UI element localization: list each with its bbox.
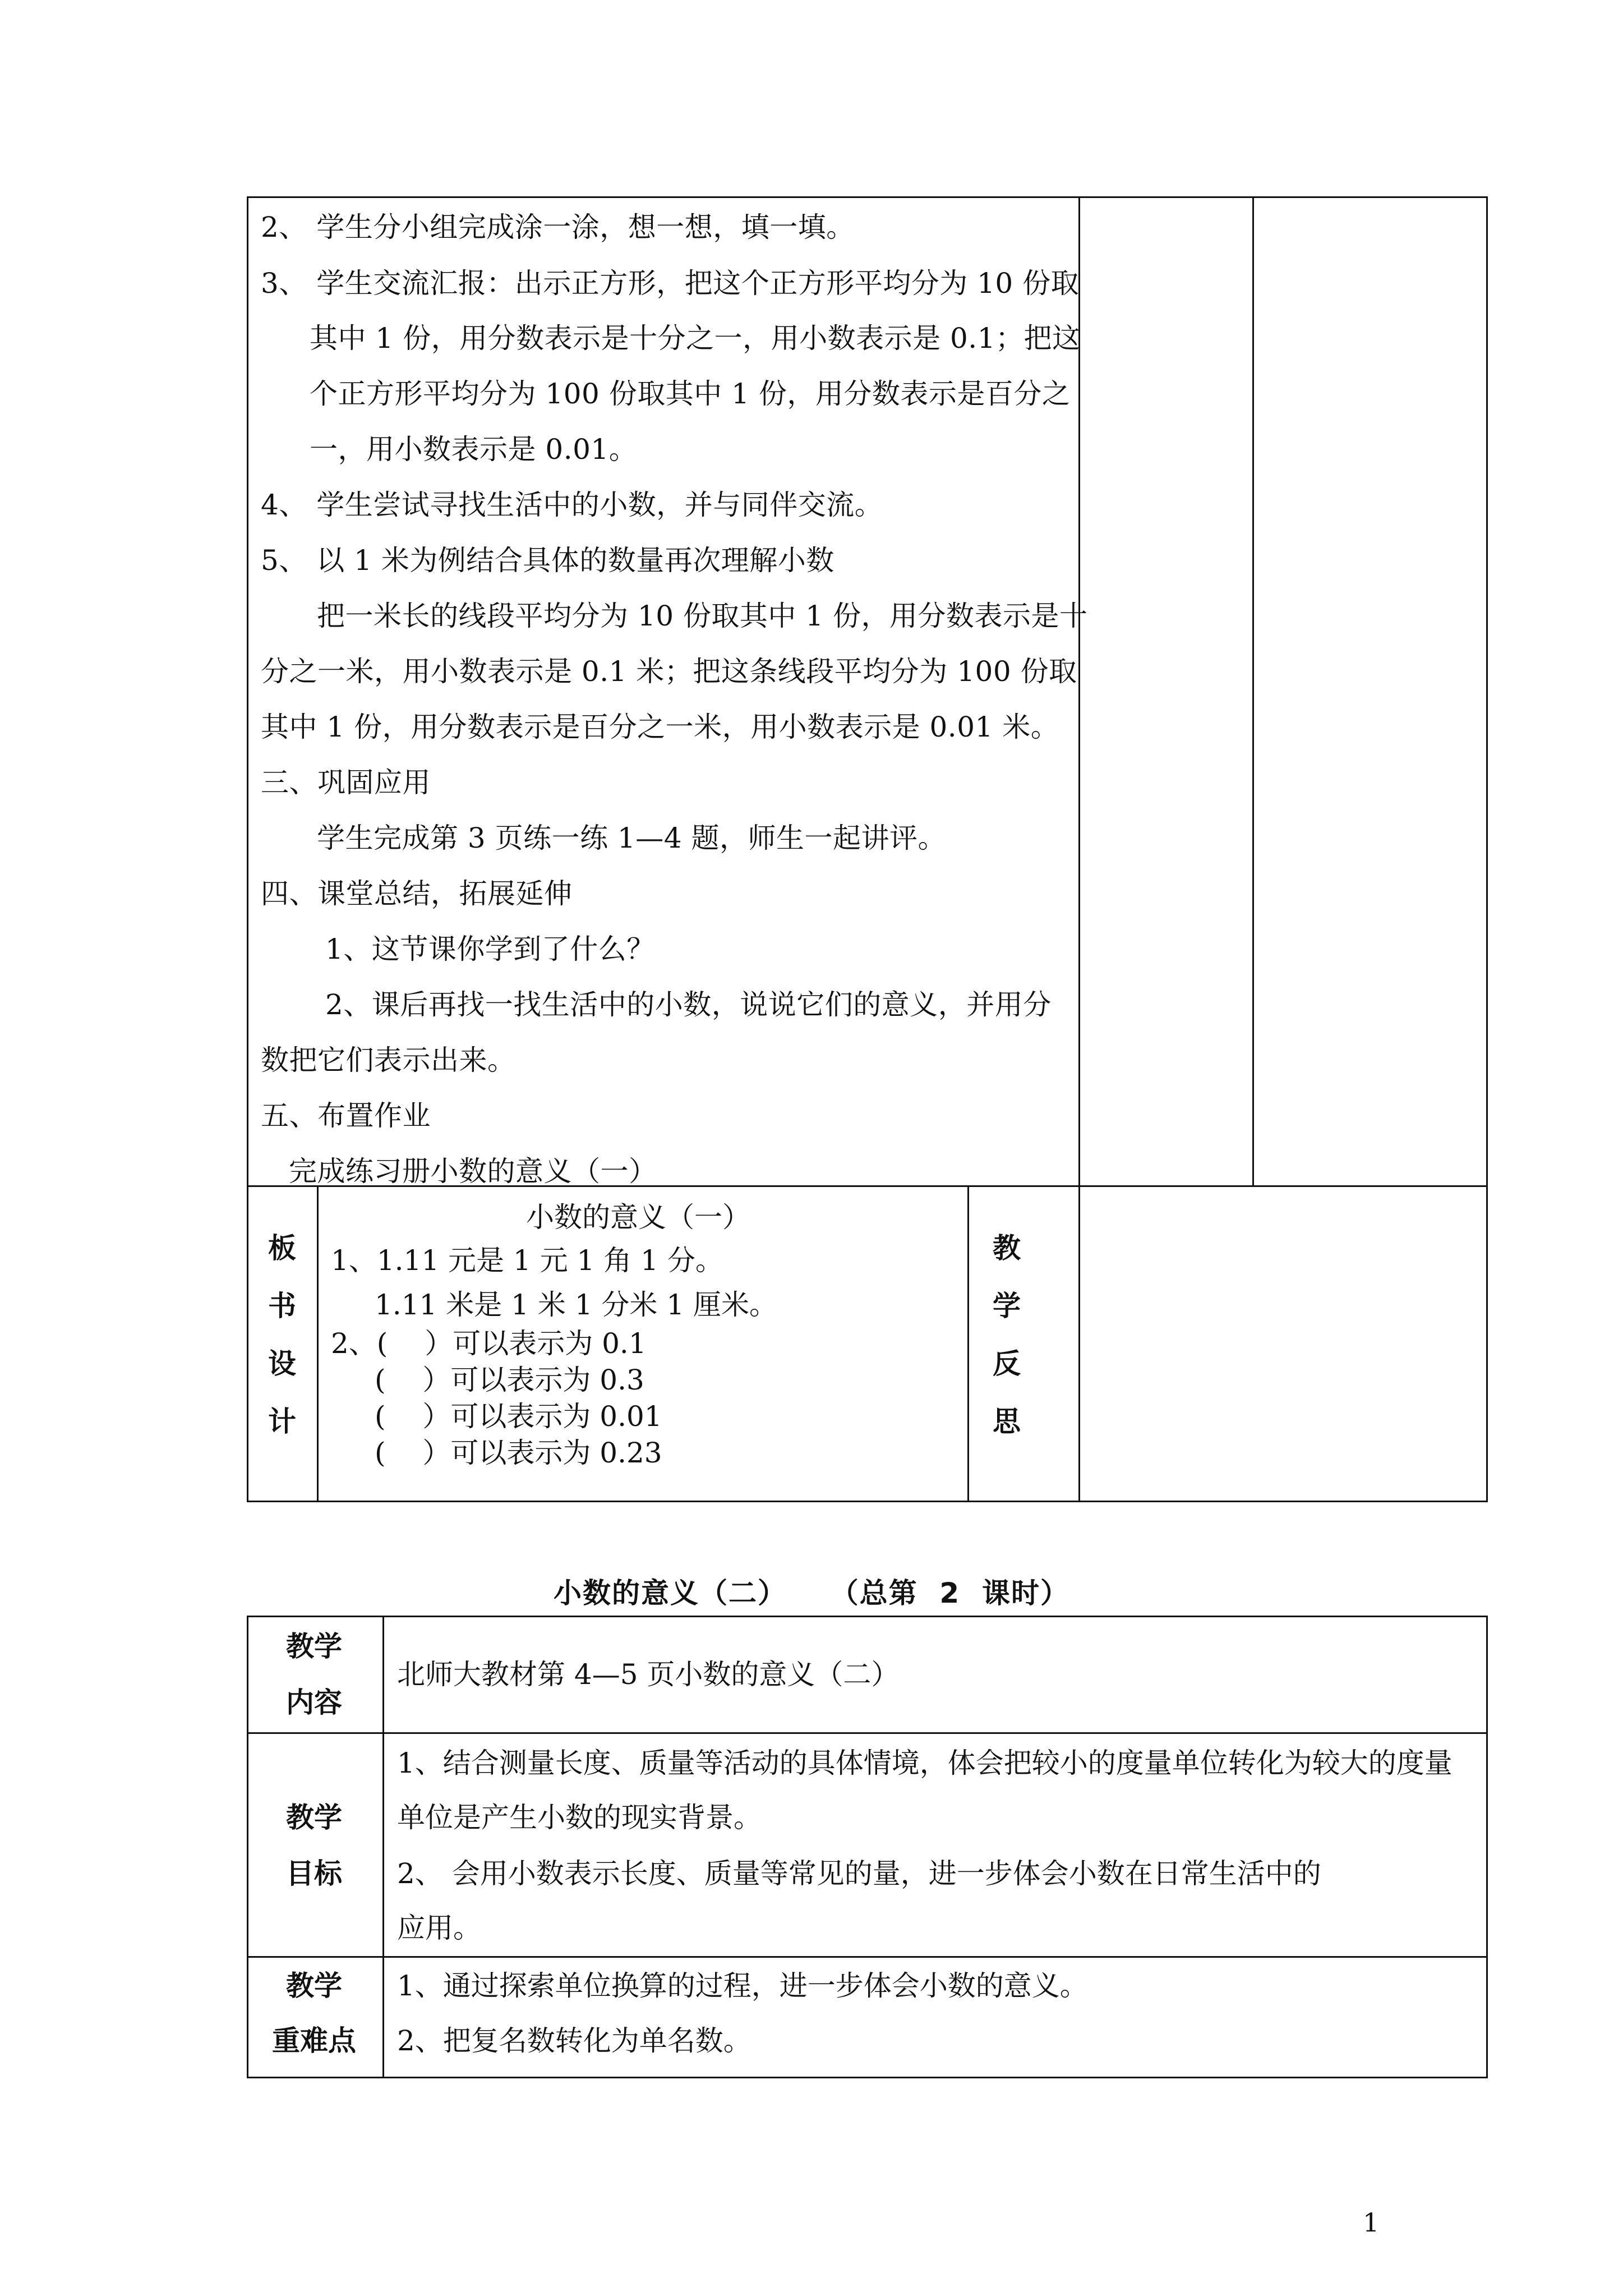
key-point-line: 2、把复名数转化为单名数。 xyxy=(397,2024,751,2057)
lesson-table-2 xyxy=(247,1616,1488,2078)
process-heading: 四、课堂总结，拓展延伸 xyxy=(261,877,573,910)
process-line: 3、 学生交流汇报：出示正方形，把这个正方形平均分为 10 份取 xyxy=(261,267,1080,300)
board-line: 1.11 米是 1 米 1 分米 1 厘米。 xyxy=(375,1289,778,1321)
process-line: 学生完成第 3 页练一练 1—4 题，师生一起讲评。 xyxy=(317,822,947,854)
board-design-label-char: 计 xyxy=(268,1405,296,1438)
lesson-count: （总第 2 课时） xyxy=(830,1577,1070,1609)
process-line: 其中 1 份，用分数表示是百分之一米，用小数表示是 0.01 米。 xyxy=(261,711,1059,743)
process-line: 1、这节课你学到了什么？ xyxy=(325,933,655,965)
board-title: 小数的意义（一） xyxy=(526,1201,750,1234)
process-line: 完成练习册小数的意义（一） xyxy=(289,1155,657,1188)
table-border-right xyxy=(1486,196,1488,1502)
process-line: 数把它们表示出来。 xyxy=(261,1044,516,1076)
table-column-line xyxy=(317,1185,319,1502)
board-line: 1、1.11 元是 1 元 1 角 1 分。 xyxy=(331,1244,723,1277)
teaching-goal-line: 单位是产生小数的现实背景。 xyxy=(397,1801,762,1834)
teaching-goal-line: 1、结合测量长度、质量等活动的具体情境，体会把较小的度量单位转化为较大的度量 xyxy=(397,1747,1453,1779)
row-label: 重难点 xyxy=(272,2024,356,2057)
table-border-bottom xyxy=(247,1501,1488,1502)
section-title xyxy=(0,1571,1623,1611)
teaching-goal-line: 应用。 xyxy=(397,1912,481,1944)
board-line: 2、( ）可以表示为 0.1 xyxy=(331,1327,647,1360)
row-label: 内容 xyxy=(286,1686,342,1719)
process-line: 2、课后再找一找生活中的小数，说说它们的意义，并用分 xyxy=(325,988,1052,1021)
board-design-label-char: 书 xyxy=(268,1290,296,1322)
board-line: ( ）可以表示为 0.3 xyxy=(375,1364,644,1396)
process-line: 把一米长的线段平均分为 10 份取其中 1 份，用分数表示是十 xyxy=(317,600,1088,632)
page-number: 1 xyxy=(1363,2207,1380,2238)
key-point-line: 1、通过探索单位换算的过程，进一步体会小数的意义。 xyxy=(397,1970,1088,2002)
board-design-label-char: 设 xyxy=(268,1347,296,1380)
lesson-table-1 xyxy=(247,196,1488,1502)
teaching-goal-line: 2、 会用小数表示长度、质量等常见的量，进一步体会小数在日常生活中的 xyxy=(397,1857,1321,1890)
board-line: ( ）可以表示为 0.01 xyxy=(375,1400,662,1433)
reflection-label-char: 学 xyxy=(993,1290,1021,1322)
process-line: 分之一米，用小数表示是 0.1 米；把这条线段平均分为 100 份取 xyxy=(261,655,1077,688)
table-column-line xyxy=(382,1616,384,2078)
teaching-content-text: 北师大教材第 4—5 页小数的意义（二） xyxy=(397,1658,900,1691)
process-heading: 三、巩固应用 xyxy=(261,766,431,799)
row-label: 目标 xyxy=(286,1857,342,1890)
process-line: 4、 学生尝试寻找生活中的小数，并与同伴交流。 xyxy=(261,489,883,521)
table-border-left xyxy=(247,196,248,1502)
row-label: 教学 xyxy=(286,1630,342,1663)
board-line: ( ）可以表示为 0.23 xyxy=(375,1437,662,1469)
table-border-bottom xyxy=(247,2077,1488,2078)
row-label: 教学 xyxy=(286,1970,342,2002)
table-divider xyxy=(247,1956,1488,1958)
table-border-top xyxy=(247,1616,1488,1617)
process-line: 其中 1 份，用分数表示是十分之一，用小数表示是 0.1；把这 xyxy=(310,322,1081,355)
process-heading: 五、布置作业 xyxy=(261,1099,431,1132)
board-design-label-char: 板 xyxy=(268,1232,296,1264)
reflection-label-char: 教 xyxy=(993,1232,1021,1264)
table-border-top xyxy=(247,196,1488,198)
process-line: 一，用小数表示是 0.01。 xyxy=(310,433,638,466)
row-label: 教学 xyxy=(286,1801,342,1834)
table-column-line xyxy=(967,1185,969,1502)
reflection-label-char: 思 xyxy=(993,1405,1021,1438)
process-line: 个正方形平均分为 100 份取其中 1 份，用分数表示是百分之 xyxy=(310,378,1071,410)
process-line: 2、 学生分小组完成涂一涂，想一想，填一填。 xyxy=(261,211,855,243)
reflection-label-char: 反 xyxy=(993,1347,1021,1380)
table-column-line xyxy=(1078,196,1080,1502)
table-column-line xyxy=(1252,196,1254,1186)
table-divider xyxy=(247,1732,1488,1734)
section-title-text: 小数的意义（二） xyxy=(553,1577,787,1609)
table-border-right xyxy=(1486,1616,1488,2078)
process-line: 5、 以 1 米为例结合具体的数量再次理解小数 xyxy=(261,544,834,577)
